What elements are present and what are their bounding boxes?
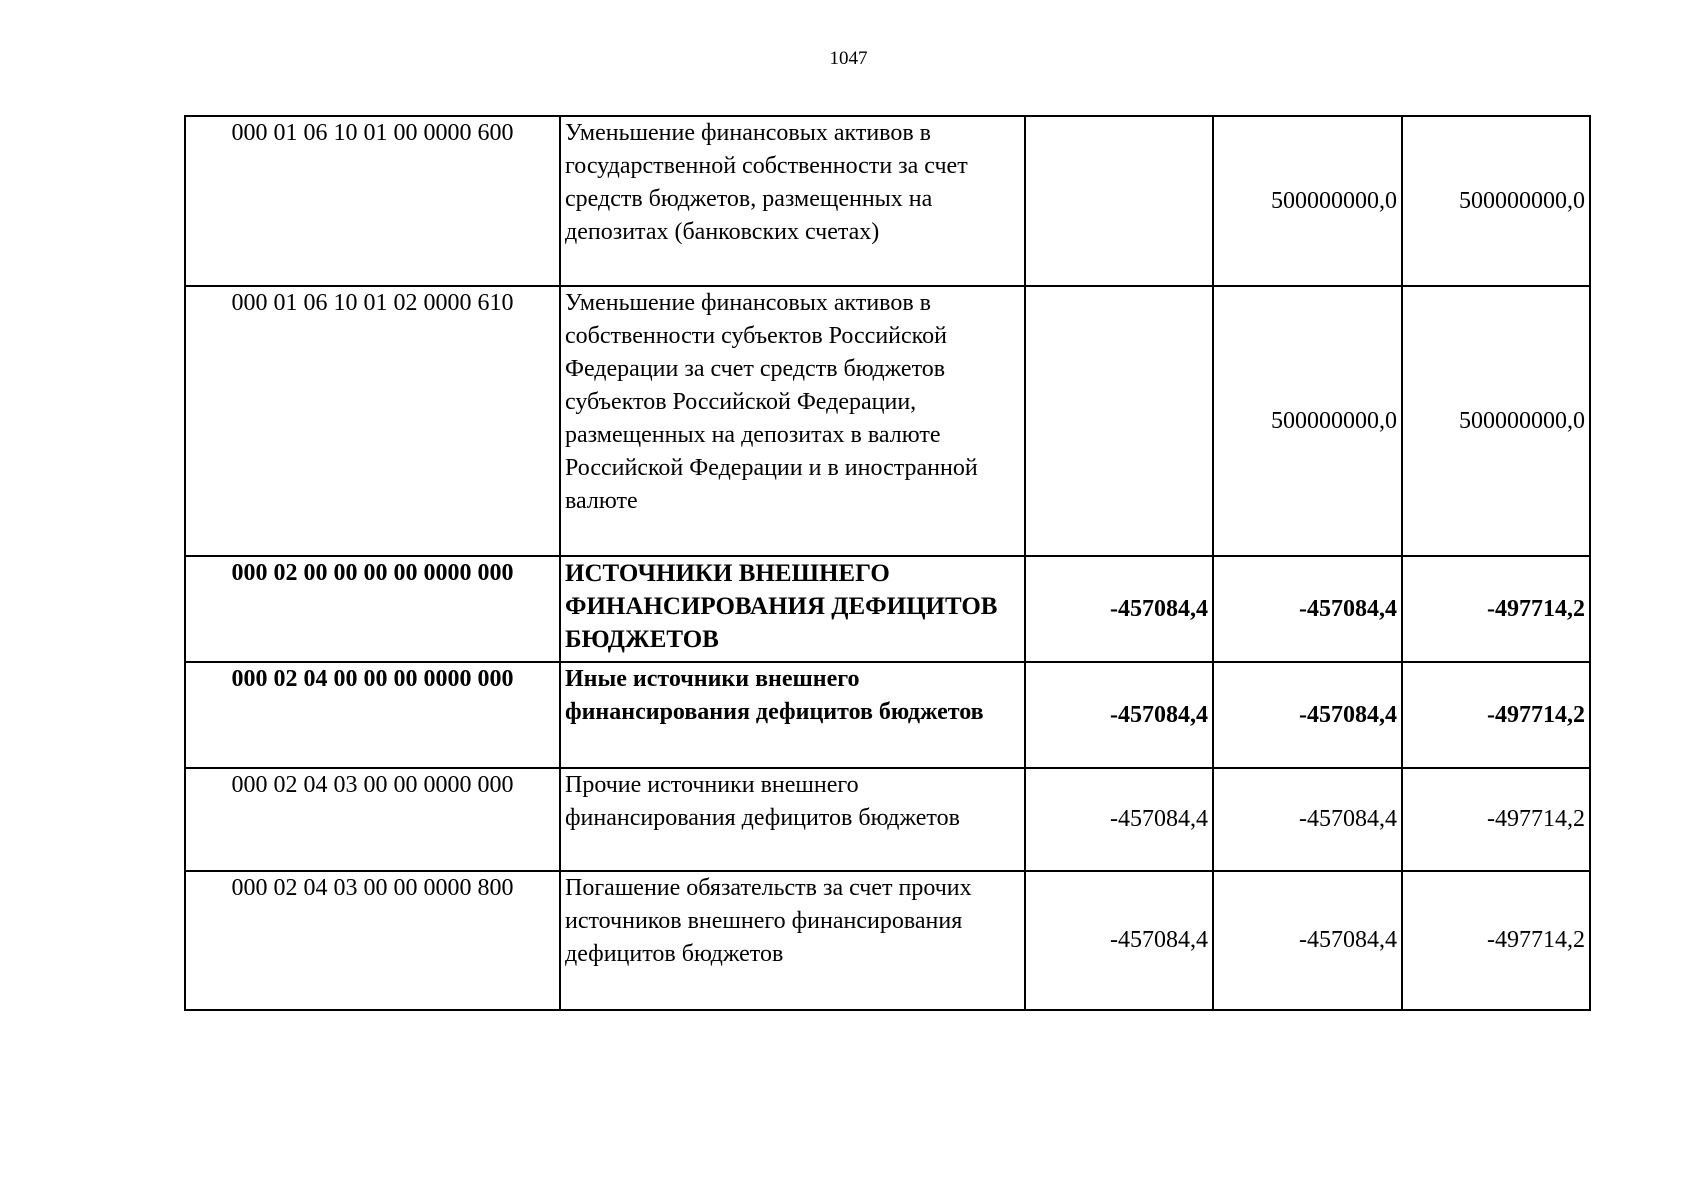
amount-cell-1: -457084,4: [1025, 556, 1213, 662]
amount-cell-1: [1025, 286, 1213, 556]
budget-code-cell: 000 02 04 03 00 00 0000 800: [185, 871, 560, 1010]
table-row: [185, 768, 1590, 871]
amount-cell-3: -497714,2: [1402, 768, 1590, 871]
table-row: [185, 871, 1590, 1010]
budget-code-cell: 000 01 06 10 01 02 0000 610: [185, 286, 560, 556]
page-number: 1047: [829, 48, 868, 69]
amount-cell-1: [1025, 116, 1213, 286]
table-row: [185, 662, 1590, 768]
amount-cell-3: 500000000,0: [1402, 116, 1590, 286]
amount-cell-3: -497714,2: [1402, 871, 1590, 1010]
table-row: [185, 556, 1590, 662]
amount-cell-2: -457084,4: [1213, 662, 1402, 768]
amount-cell-2: -457084,4: [1213, 556, 1402, 662]
table-row: [185, 286, 1590, 556]
amount-cell-2: -457084,4: [1213, 768, 1402, 871]
item-name-cell: Иные источники внешнего финансирования дефицитов бюджетов: [560, 662, 1025, 768]
item-name-cell: Прочие источники внешнего финансирования дефицитов бюджетов: [560, 768, 1025, 871]
item-name-cell: Уменьшение финансовых активов в собственности субъектов Российской Федерации за счет средств бюджетов субъектов Российской Федерации, размещенных на депозитах в валюте Российской Федерации и в иностранной валюте: [560, 286, 1025, 556]
budget-sources-table: [184, 115, 1591, 1011]
amount-cell-3: 500000000,0: [1402, 286, 1590, 556]
amount-cell-3: -497714,2: [1402, 662, 1590, 768]
budget-code-cell: 000 02 04 00 00 00 0000 000: [185, 662, 560, 768]
amount-cell-1: -457084,4: [1025, 662, 1213, 768]
amount-cell-2: -457084,4: [1213, 871, 1402, 1010]
budget-code-cell: 000 02 00 00 00 00 0000 000: [185, 556, 560, 662]
item-name-cell: Погашение обязательств за счет прочих источников внешнего финансирования дефицитов бюджетов: [560, 871, 1025, 1010]
table-row: [185, 116, 1590, 286]
budget-code-cell: 000 02 04 03 00 00 0000 000: [185, 768, 560, 871]
amount-cell-1: -457084,4: [1025, 768, 1213, 871]
amount-cell-2: 500000000,0: [1213, 116, 1402, 286]
amount-cell-3: -497714,2: [1402, 556, 1590, 662]
budget-code-cell: 000 01 06 10 01 00 0000 600: [185, 116, 560, 286]
amount-cell-1: -457084,4: [1025, 871, 1213, 1010]
amount-cell-2: 500000000,0: [1213, 286, 1402, 556]
item-name-cell: Уменьшение финансовых активов в государственной собственности за счет средств бюджетов, размещенных на депозитах (банковских счетах): [560, 116, 1025, 286]
item-name-cell: ИСТОЧНИКИ ВНЕШНЕГО ФИНАНСИРОВАНИЯ ДЕФИЦИТОВ БЮДЖЕТОВ: [560, 556, 1025, 662]
